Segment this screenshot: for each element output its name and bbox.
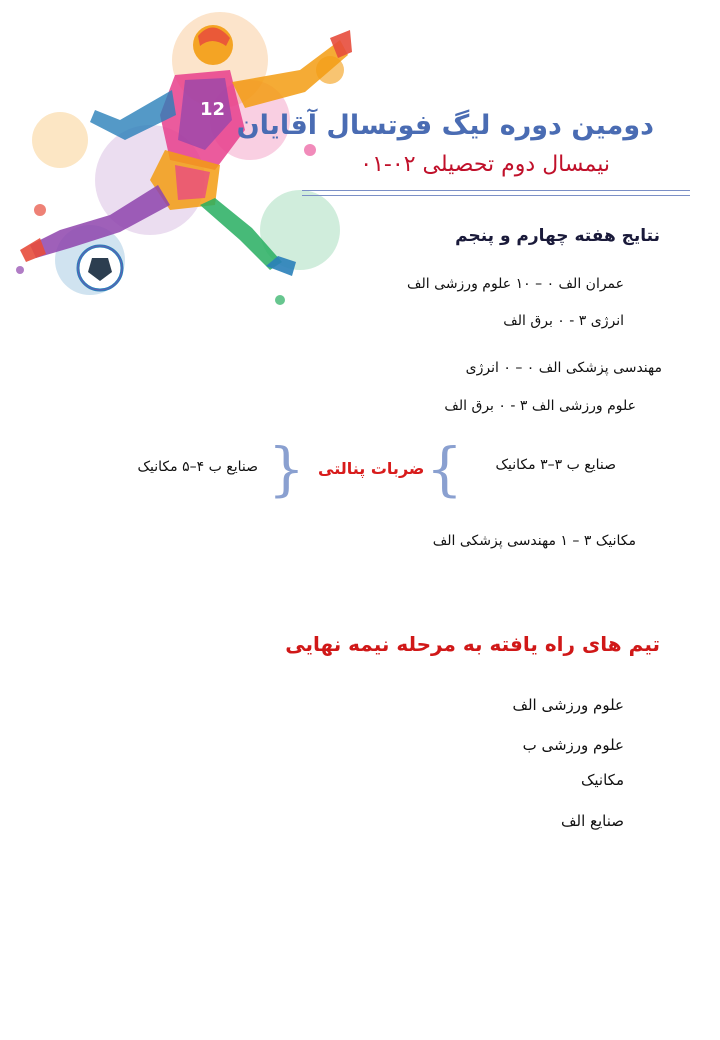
match-result: صنایع ب ۳–۳ مکانیک bbox=[495, 457, 616, 473]
match-result: مهندسی پزشکی الف ۰ – ۰ انرژی bbox=[465, 360, 662, 376]
header-divider-secondary bbox=[302, 195, 690, 196]
match-result: عمران الف ۰ – ۱۰ علوم ورزشی الف bbox=[407, 276, 624, 292]
results-heading: نتایج هفته چهارم و پنجم bbox=[455, 226, 660, 246]
footballer-splash-icon bbox=[0, 0, 360, 320]
page-subtitle: نیمسال دوم تحصیلی ۰۲-۰۱ bbox=[360, 152, 610, 177]
page-title: دومین دوره لیگ فوتسال آقایان bbox=[236, 110, 654, 141]
list-item: علوم ورزشی الف bbox=[512, 696, 624, 714]
semifinal-heading: تیم های راه یافته به مرحله نیمه نهایی bbox=[285, 632, 660, 656]
list-item: صنایع الف bbox=[560, 812, 624, 830]
match-result: علوم ورزشی الف ۳ - ۰ برق الف bbox=[444, 398, 636, 414]
jersey-number: 12 bbox=[200, 99, 226, 120]
list-item: علوم ورزشی ب bbox=[522, 736, 624, 754]
right-brace-icon: } bbox=[268, 435, 305, 503]
match-result: انرژی ۳ - ۰ برق الف bbox=[503, 313, 624, 329]
penalty-label: ضربات پنالتی bbox=[318, 459, 425, 478]
list-item: مکانیک bbox=[580, 771, 624, 789]
match-result: مکانیک ۳ – ۱ مهندسی پزشکی الف bbox=[432, 533, 636, 549]
left-brace-icon: { bbox=[426, 435, 463, 503]
header-divider bbox=[302, 190, 690, 191]
penalty-result: صنایع ب ۴–۵ مکانیک bbox=[137, 459, 258, 475]
